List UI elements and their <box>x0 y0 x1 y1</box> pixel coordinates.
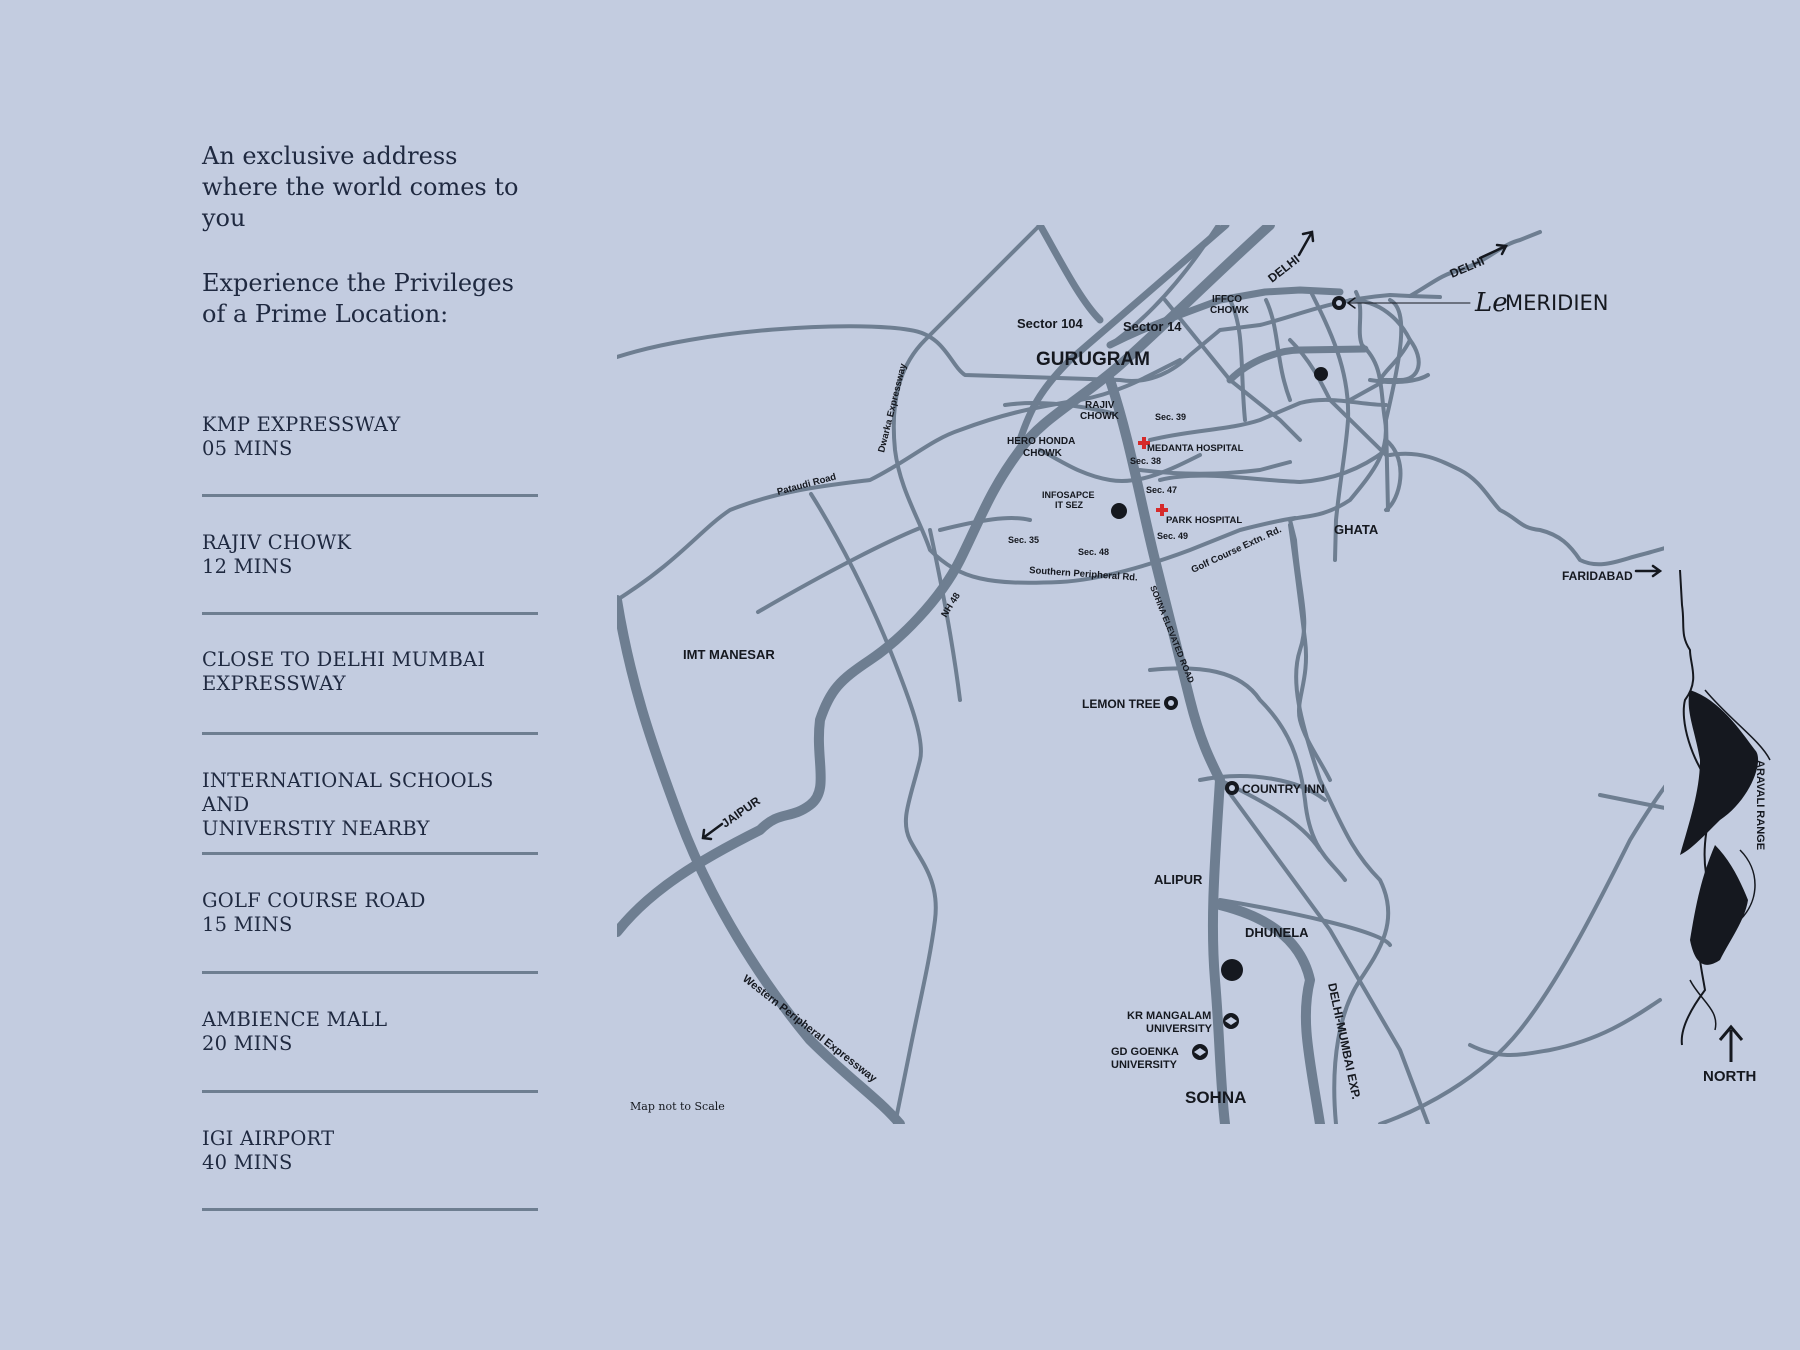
highlight-detail: UNIVERSTIY NEARBY <box>202 817 430 840</box>
label-golf-course-extn: Golf Course Extn. Rd. <box>1189 524 1284 576</box>
label-gd-goenka-2: UNIVERSITY <box>1111 1059 1178 1071</box>
label-southern-peripheral: Southern Peripheral Rd. <box>1028 565 1139 584</box>
label-medanta: MEDANTA HOSPITAL <box>1147 443 1244 454</box>
headline-privileges-line1: Experience the Privileges <box>202 269 514 297</box>
divider <box>202 971 538 974</box>
label-delhi-2: DELHI <box>1447 253 1487 281</box>
highlight-item <box>202 1008 538 1056</box>
highlight-title: RAJIV CHOWK <box>202 531 352 554</box>
map-labels <box>630 252 1766 1113</box>
road-network <box>617 225 1800 1124</box>
divider <box>202 494 538 497</box>
label-park-hospital: PARK HOSPITAL <box>1166 515 1243 526</box>
label-gd-goenka-1: GD GOENKA <box>1111 1046 1179 1058</box>
headline-privileges <box>202 268 562 330</box>
hotel-icon <box>1225 781 1239 795</box>
arrow-icon <box>1299 232 1313 255</box>
label-western-peripheral: Western Peripheral Expressway <box>740 972 879 1086</box>
university-icon <box>1223 1013 1239 1029</box>
headline-address <box>202 141 562 234</box>
highlight-item <box>202 648 538 696</box>
headline-address-line2: where the world comes to you <box>202 173 519 232</box>
label-hero-honda-2: CHOWK <box>1023 448 1062 459</box>
divider <box>202 612 538 615</box>
divider <box>202 732 538 735</box>
label-sector-14: Sector 14 <box>1123 319 1182 334</box>
label-sec-35: Sec. 35 <box>1008 535 1040 545</box>
location-dot-icon <box>1111 503 1127 519</box>
label-delhi-mumbai-exp: DELHI-MUMBAI EXP. <box>1325 981 1364 1101</box>
headline-address-line1: An exclusive address <box>202 142 458 170</box>
label-rajiv-chowk-2: CHOWK <box>1080 411 1119 422</box>
highlight-item <box>202 1127 538 1175</box>
label-sec-47: Sec. 47 <box>1146 485 1178 495</box>
highlight-title: INTERNATIONAL SCHOOLS AND <box>202 769 494 816</box>
label-alipur: ALIPUR <box>1154 872 1203 887</box>
label-imt-manesar: IMT MANESAR <box>683 647 775 662</box>
label-sec-49: Sec. 49 <box>1157 531 1189 541</box>
highlight-detail: 20 MINS <box>202 1032 293 1055</box>
divider <box>202 1208 538 1211</box>
university-icon <box>1192 1044 1208 1060</box>
label-kr-mangalam-1: KR MANGALAM <box>1127 1010 1212 1022</box>
label-gurugram: GURUGRAM <box>1036 349 1150 370</box>
label-sec-38: Sec. 38 <box>1130 456 1162 466</box>
label-ghata: GHATA <box>1334 522 1379 537</box>
label-sohna-elevated-road: SOHNA ELEVATED ROAD <box>1148 584 1197 685</box>
label-dwarka-expressway: Dwarka Expressway <box>876 362 910 454</box>
hotel-icon <box>1164 696 1178 710</box>
highlight-title: GOLF COURSE ROAD <box>202 889 426 912</box>
label-sohna: SOHNA <box>1185 1088 1247 1107</box>
highlight-item <box>202 413 538 461</box>
label-dhunela: DHUNELA <box>1245 925 1309 940</box>
label-hero-honda-1: HERO HONDA <box>1007 436 1076 447</box>
label-nh48: NH 48 <box>939 590 963 620</box>
label-faridabad: FARIDABAD <box>1562 569 1633 583</box>
north-arrow-icon <box>1720 1027 1742 1062</box>
arrow-icon <box>1480 245 1506 258</box>
label-aravali-range: ARAVALI RANGE <box>1754 760 1766 851</box>
label-infospace-2: IT SEZ <box>1055 500 1084 510</box>
highlight-title: CLOSE TO DELHI MUMBAI <box>202 648 486 671</box>
label-rajiv-chowk-1: RAJIV <box>1085 400 1115 411</box>
label-sector-104: Sector 104 <box>1017 316 1083 331</box>
location-dot-icon <box>1221 959 1243 981</box>
label-sec-48: Sec. 48 <box>1078 547 1110 557</box>
highlight-title: AMBIENCE MALL <box>202 1008 388 1031</box>
arrow-icon <box>703 824 722 839</box>
arrow-icon <box>1636 566 1660 576</box>
label-country-inn: COUNTRY INN <box>1242 782 1325 796</box>
divider <box>202 1090 538 1093</box>
meridien-logo: MERIDIEN <box>1505 291 1609 315</box>
label-infospace-1: INFOSAPCE <box>1042 490 1095 500</box>
highlight-detail: 05 MINS <box>202 437 293 460</box>
headline-privileges-line2: of a Prime Location: <box>202 300 449 328</box>
label-delhi-1: DELHI <box>1265 252 1303 286</box>
highlight-title: KMP EXPRESSWAY <box>202 413 401 436</box>
highlight-detail: EXPRESSWAY <box>202 672 346 695</box>
label-iffco-chowk-2: CHOWK <box>1210 305 1249 316</box>
highlight-title: IGI AIRPORT <box>202 1127 335 1150</box>
label-north: NORTH <box>1703 1068 1757 1085</box>
hotel-icon <box>1332 296 1346 310</box>
label-pataudi-road: Pataudi Road <box>775 471 838 498</box>
scale-note: Map not to Scale <box>630 1100 725 1113</box>
highlight-item <box>202 889 538 937</box>
label-iffco-chowk-1: IFFCO <box>1212 294 1242 305</box>
highlight-item <box>202 769 538 841</box>
label-kr-mangalam-2: UNIVERSITY <box>1146 1023 1213 1035</box>
label-sec-39: Sec. 39 <box>1155 412 1187 422</box>
highlight-detail: 12 MINS <box>202 555 293 578</box>
location-map <box>616 224 1800 1124</box>
divider <box>202 852 538 855</box>
meridien-logo-script: Le <box>1475 288 1508 318</box>
label-jaipur: JAIPUR <box>718 793 763 831</box>
label-lemon-tree: LEMON TREE <box>1082 697 1161 711</box>
highlight-item <box>202 531 538 579</box>
location-dot-icon <box>1314 367 1328 381</box>
highlight-detail: 15 MINS <box>202 913 293 936</box>
highlight-detail: 40 MINS <box>202 1151 293 1174</box>
